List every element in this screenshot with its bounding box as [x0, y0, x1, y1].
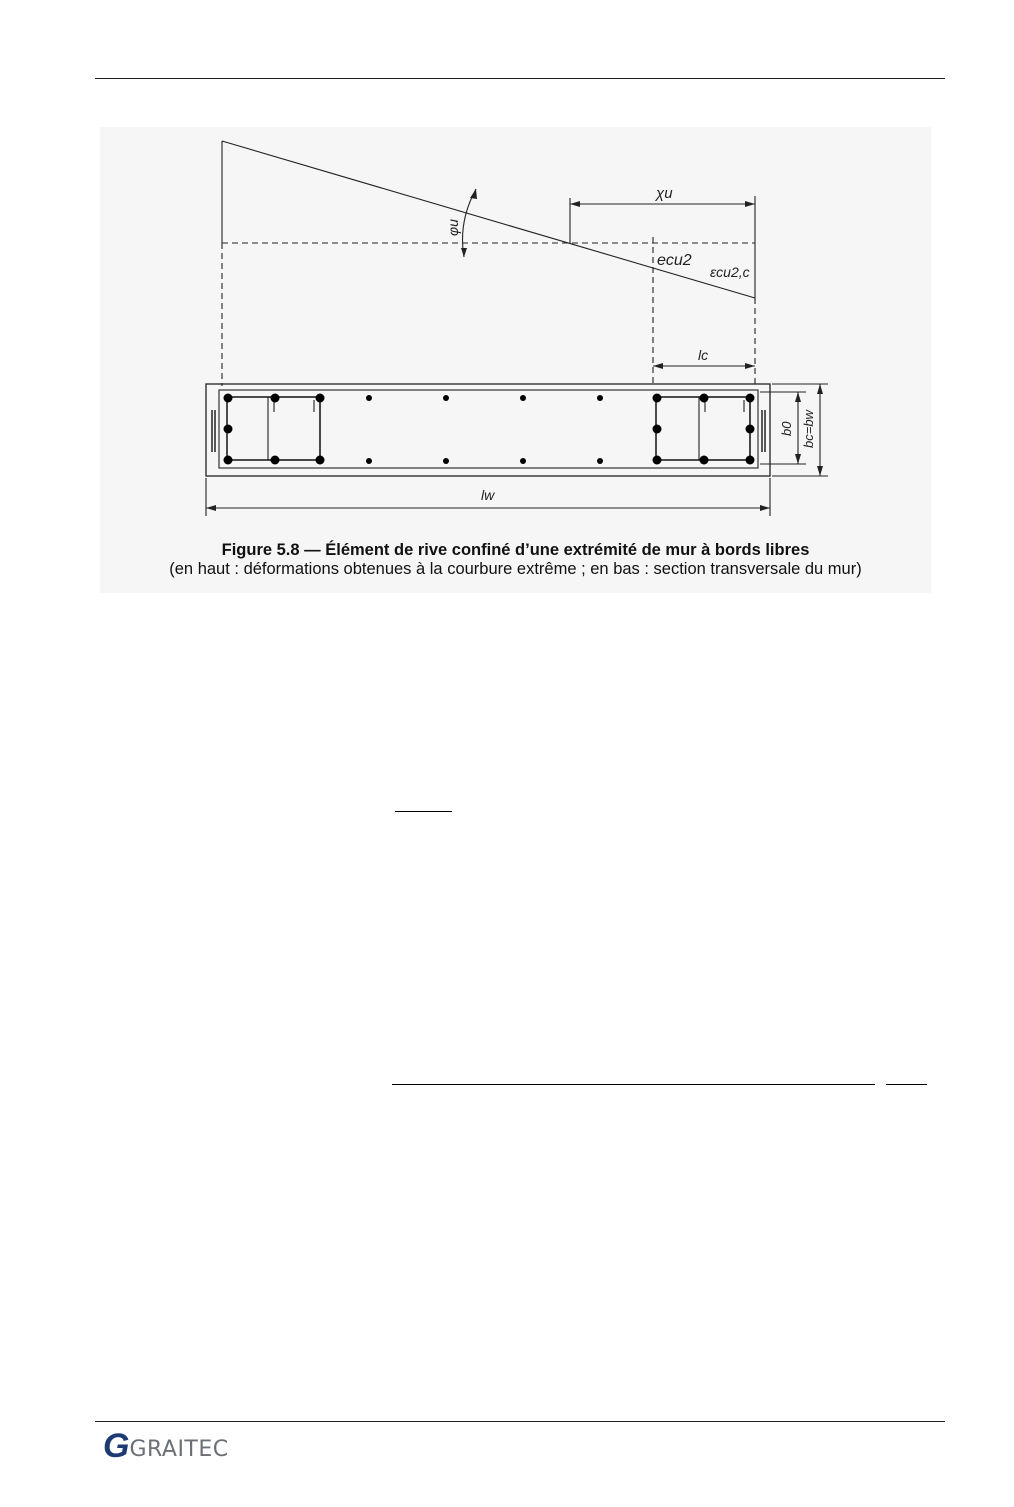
fraction-bar: [886, 1084, 927, 1085]
label-eps-cu2c: εcu2,c: [710, 264, 750, 280]
label-lc: lc: [698, 347, 709, 363]
figure-caption: [100, 541, 931, 579]
logo-word: GRAITEC: [129, 1436, 229, 1462]
footer-rule: [95, 1421, 945, 1422]
left-inner-tie: [268, 397, 320, 460]
figure-title: Figure 5.8 — Élément de rive confiné d’une extrémité de mur à bords libres: [221, 541, 810, 559]
label-phi-u: φu: [445, 219, 461, 236]
label-bc-bw: bc=bw: [801, 410, 816, 448]
label-ecu2: ecu2: [657, 252, 692, 269]
label-b0: b0: [779, 421, 794, 436]
logo-mark: G: [103, 1427, 128, 1465]
fraction-bar: [395, 811, 452, 812]
right-confined-hoop: [656, 397, 750, 460]
label-xu: χu: [656, 185, 673, 202]
wall-inner-outline: [219, 390, 758, 468]
phi-u-arc: [463, 189, 477, 257]
figure-subtitle: (en haut : déformations obtenues à la courbure extrême ; en bas : section transversale du mur): [169, 560, 862, 578]
graitec-logo: [103, 1429, 229, 1463]
strain-line: [222, 141, 755, 298]
fraction-bar: [392, 1084, 875, 1085]
figure-5-8-drawing: [0, 0, 1014, 600]
right-inner-tie: [699, 397, 750, 460]
rebars: [224, 394, 755, 465]
label-lw: lw: [481, 487, 495, 503]
